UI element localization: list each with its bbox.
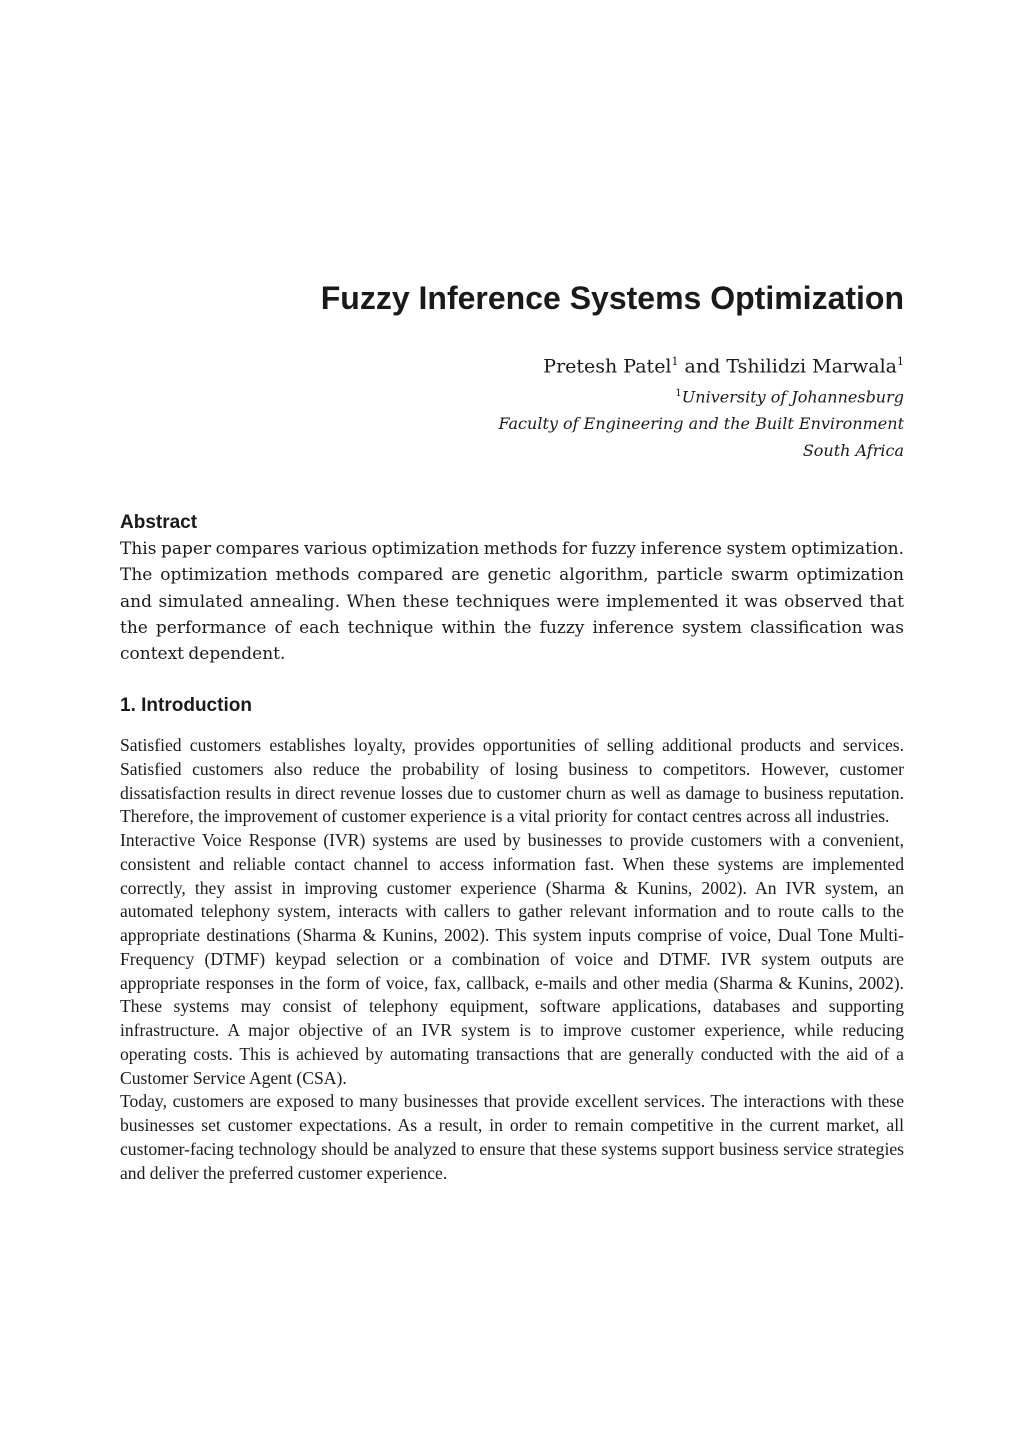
- affiliation-block: [499, 380, 905, 464]
- paragraph: Interactive Voice Response (IVR) systems are used by businesses to provide customers with a convenient, consistent and reliable contact channel to access information fast. When these systems are implemented correctly, they assist in improving customer experience (Sharma & Kunins, 2002). An IVR system, an automated telephony system, interacts with callers to gather relevant information and to route calls to the appropriate destinations (Sharma & Kunins, 2002). This system inputs comprise of voice, Dual Tone Multi-Frequency (DTMF) keypad selection or a combination of voice and DTMF. IVR system outputs are appropriate responses in the form of voice, fax, callback, e-mails and other media (Sharma & Kunins, 2002). These systems may consist of telephony equipment, software applications, databases and supporting infrastructure. A major objective of an IVR system is to improve customer experience, while reducing operating costs. This is achieved by automating transactions that are generally conducted with the aid of a Customer Service Agent (CSA).: [120, 830, 904, 1088]
- paper-title: Fuzzy Inference Systems Optimization: [320, 280, 904, 316]
- affiliation-marker: 1: [671, 355, 679, 368]
- author-line: [543, 348, 904, 380]
- abstract-text: This paper compares various optimization methods for fuzzy inference system optimization. The optimization methods compared are genetic algorithm, particle swarm optimization and simulated annealing. When these techniques were implemented it was observed that the performance of each technique within the fuzzy inference system classification was context dependent.: [120, 539, 904, 665]
- introduction-heading: 1. Introduction: [120, 695, 252, 716]
- author-name: Tshilidzi Marwala: [726, 355, 897, 378]
- introduction-body: [120, 734, 904, 1185]
- author-separator: and: [678, 355, 727, 378]
- author-name: Pretesh Patel: [543, 355, 672, 378]
- affiliation-university-text: University of Johannesburg: [681, 387, 904, 407]
- affiliation-country: South Africa: [802, 441, 904, 461]
- affiliation-marker: 1: [897, 355, 904, 368]
- paragraph: Today, customers are exposed to many businesses that provide excellent services. The interactions with these businesses set customer expectations. As a result, in order to remain competitive in the current market, all customer-facing technology should be analyzed to ensure that these systems support business service strategies and deliver the preferred customer experience.: [120, 1091, 904, 1183]
- abstract-heading: Abstract: [120, 512, 198, 533]
- affiliation-faculty: Faculty of Engineering and the Built Environment: [498, 414, 904, 434]
- affiliation-university: [499, 380, 905, 410]
- paragraph: Satisfied customers establishes loyalty, provides opportunities of selling additional products and services. Satisfied customers also reduce the probability of losing business to competitors. However, customer dissatisfaction results in direct revenue losses due to customer churn as well as damage to business reputation. Therefore, the improvement of customer experience is a vital priority for contact centres across all industries.: [120, 735, 904, 827]
- affiliation-marker: 1: [675, 388, 682, 399]
